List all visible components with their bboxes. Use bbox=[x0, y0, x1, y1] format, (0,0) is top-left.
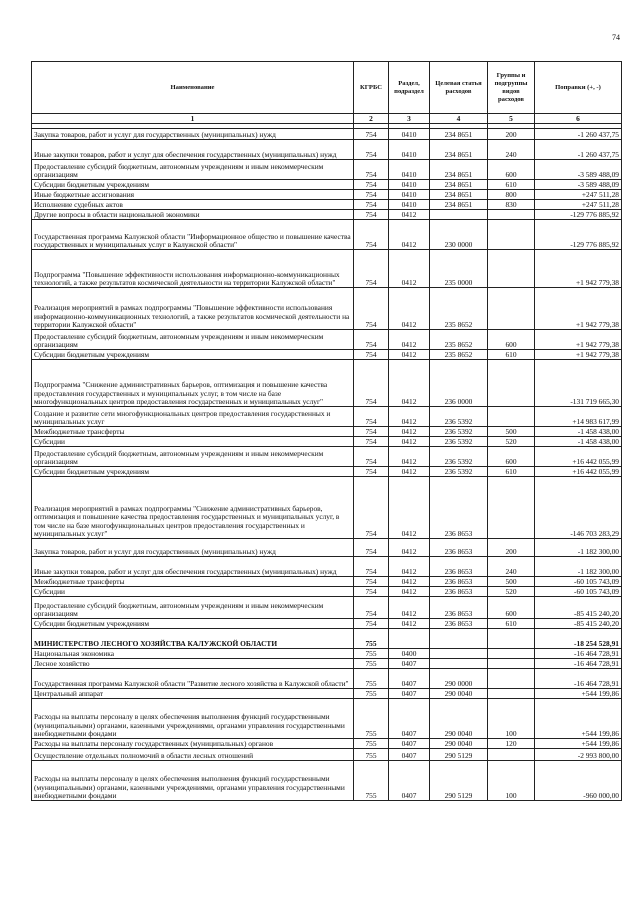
row-kgrbs-cell: 754 bbox=[354, 250, 389, 288]
row-amount-cell: -1 260 437,75 bbox=[535, 129, 622, 140]
row-kgrbs-cell: 754 bbox=[354, 210, 389, 220]
row-section-cell: 0407 bbox=[389, 689, 430, 699]
row-name-cell: Центральный аппарат bbox=[32, 689, 354, 699]
row-target-article-cell bbox=[430, 629, 488, 649]
row-amount-cell: -1 182 300,00 bbox=[535, 557, 622, 577]
row-section-cell: 0412 bbox=[389, 557, 430, 577]
row-expense-type-cell bbox=[488, 689, 535, 699]
row-section-cell: 0412 bbox=[389, 477, 430, 539]
row-amount-cell: -146 703 283,29 bbox=[535, 477, 622, 539]
row-amount-cell: -60 105 743,09 bbox=[535, 577, 622, 587]
row-amount-cell: -2 993 800,00 bbox=[535, 749, 622, 761]
row-kgrbs-cell: 754 bbox=[354, 587, 389, 597]
row-expense-type-cell: 240 bbox=[488, 140, 535, 160]
col-number: 6 bbox=[535, 114, 622, 124]
row-name-cell: Закупка товаров, работ и услуг для государственных (муниципальных) нужд bbox=[32, 539, 354, 557]
row-section-cell: 0412 bbox=[389, 350, 430, 360]
row-section-cell: 0412 bbox=[389, 597, 430, 619]
row-section-cell: 0412 bbox=[389, 210, 430, 220]
row-section-cell: 0407 bbox=[389, 669, 430, 689]
row-section-cell: 0412 bbox=[389, 619, 430, 629]
row-target-article-cell: 236 5392 bbox=[430, 427, 488, 437]
header-kgrbs: КГРБС bbox=[354, 62, 389, 114]
row-expense-type-cell bbox=[488, 288, 535, 330]
table-row bbox=[32, 619, 622, 629]
row-name-cell: Предоставление субсидий бюджетным, автономным учреждениям и иным некоммерческим организациям bbox=[32, 597, 354, 619]
row-section-cell: 0410 bbox=[389, 180, 430, 190]
row-target-article-cell: 236 8653 bbox=[430, 577, 488, 587]
row-amount-cell: +544 199,86 bbox=[535, 689, 622, 699]
row-section-cell: 0412 bbox=[389, 360, 430, 407]
row-target-article-cell: 236 8653 bbox=[430, 539, 488, 557]
row-section-cell: 0412 bbox=[389, 427, 430, 437]
row-name-cell: Расходы на выплаты персоналу в целях обеспечения выполнения функций государственными (муниципальными) органами, казенными учреждениями, органами управления государственными внебюджетными фондами bbox=[32, 761, 354, 801]
row-section-cell: 0412 bbox=[389, 437, 430, 447]
row-section-cell: 0412 bbox=[389, 587, 430, 597]
row-amount-cell: -1 458 438,00 bbox=[535, 437, 622, 447]
row-section-cell: 0410 bbox=[389, 200, 430, 210]
row-kgrbs-cell: 754 bbox=[354, 140, 389, 160]
row-kgrbs-cell: 754 bbox=[354, 288, 389, 330]
row-amount-cell: -960 000,00 bbox=[535, 761, 622, 801]
row-amount-cell: +544 199,86 bbox=[535, 699, 622, 739]
row-section-cell: 0400 bbox=[389, 649, 430, 659]
row-kgrbs-cell: 754 bbox=[354, 477, 389, 539]
table-row bbox=[32, 629, 622, 649]
row-kgrbs-cell: 755 bbox=[354, 629, 389, 649]
row-name-cell: Предоставление субсидий бюджетным, автономным учреждениям и иным некоммерческим организациям bbox=[32, 330, 354, 350]
row-section-cell: 0410 bbox=[389, 160, 430, 180]
row-expense-type-cell: 610 bbox=[488, 180, 535, 190]
table-row bbox=[32, 180, 622, 190]
row-expense-type-cell: 830 bbox=[488, 200, 535, 210]
row-target-article-cell: 234 8651 bbox=[430, 190, 488, 200]
row-expense-type-cell bbox=[488, 220, 535, 250]
table-row bbox=[32, 220, 622, 250]
table-row bbox=[32, 749, 622, 761]
row-amount-cell: +16 442 055,99 bbox=[535, 467, 622, 477]
page-number: 74 bbox=[612, 33, 620, 42]
row-name-cell: Реализация мероприятий в рамках подпрограммы "Повышение эффективности использования информационно-коммуникационных технологий, а также результатов космической деятельности на территории Калужской области" bbox=[32, 288, 354, 330]
row-target-article-cell bbox=[430, 210, 488, 220]
row-kgrbs-cell: 755 bbox=[354, 649, 389, 659]
row-section-cell: 0412 bbox=[389, 220, 430, 250]
row-section-cell: 0412 bbox=[389, 330, 430, 350]
row-kgrbs-cell: 755 bbox=[354, 739, 389, 749]
header-expense-type: Группы и подгруппы видов расходов bbox=[488, 62, 535, 114]
row-expense-type-cell: 120 bbox=[488, 739, 535, 749]
table-header-row bbox=[32, 62, 622, 114]
col-number: 1 bbox=[32, 114, 354, 124]
row-kgrbs-cell: 754 bbox=[354, 200, 389, 210]
row-section-cell: 0412 bbox=[389, 577, 430, 587]
row-target-article-cell: 290 5129 bbox=[430, 749, 488, 761]
row-kgrbs-cell: 754 bbox=[354, 220, 389, 250]
table-row bbox=[32, 250, 622, 288]
row-target-article-cell: 234 8651 bbox=[430, 180, 488, 190]
row-expense-type-cell: 610 bbox=[488, 619, 535, 629]
row-expense-type-cell: 610 bbox=[488, 350, 535, 360]
row-target-article-cell: 234 8651 bbox=[430, 140, 488, 160]
row-target-article-cell: 234 8651 bbox=[430, 200, 488, 210]
row-section-cell: 0412 bbox=[389, 447, 430, 467]
row-expense-type-cell: 600 bbox=[488, 330, 535, 350]
row-target-article-cell: 234 8651 bbox=[430, 160, 488, 180]
row-section-cell: 0412 bbox=[389, 467, 430, 477]
row-target-article-cell: 290 5129 bbox=[430, 761, 488, 801]
row-section-cell: 0410 bbox=[389, 190, 430, 200]
row-amount-cell: +247 511,28 bbox=[535, 200, 622, 210]
row-expense-type-cell bbox=[488, 360, 535, 407]
row-target-article-cell: 236 8653 bbox=[430, 619, 488, 629]
row-amount-cell: +1 942 779,38 bbox=[535, 250, 622, 288]
row-target-article-cell: 236 8653 bbox=[430, 557, 488, 577]
row-expense-type-cell bbox=[488, 649, 535, 659]
table-row bbox=[32, 669, 622, 689]
row-section-cell: 0412 bbox=[389, 539, 430, 557]
table-row bbox=[32, 288, 622, 330]
row-amount-cell: -129 776 885,92 bbox=[535, 220, 622, 250]
row-name-cell: Субсидии бюджетным учреждениям bbox=[32, 180, 354, 190]
row-expense-type-cell: 600 bbox=[488, 160, 535, 180]
row-amount-cell: -18 254 528,91 bbox=[535, 629, 622, 649]
row-expense-type-cell bbox=[488, 407, 535, 427]
row-target-article-cell: 236 5392 bbox=[430, 467, 488, 477]
row-section-cell: 0407 bbox=[389, 761, 430, 801]
row-expense-type-cell bbox=[488, 669, 535, 689]
row-kgrbs-cell: 755 bbox=[354, 699, 389, 739]
row-expense-type-cell: 610 bbox=[488, 467, 535, 477]
row-amount-cell: -129 776 885,92 bbox=[535, 210, 622, 220]
row-kgrbs-cell: 754 bbox=[354, 129, 389, 140]
table-row bbox=[32, 557, 622, 577]
table-row bbox=[32, 330, 622, 350]
row-expense-type-cell: 100 bbox=[488, 761, 535, 801]
row-amount-cell: -85 415 240,20 bbox=[535, 619, 622, 629]
row-section-cell: 0407 bbox=[389, 739, 430, 749]
row-kgrbs-cell: 754 bbox=[354, 447, 389, 467]
row-kgrbs-cell: 755 bbox=[354, 659, 389, 669]
row-kgrbs-cell: 755 bbox=[354, 749, 389, 761]
row-target-article-cell: 236 0000 bbox=[430, 360, 488, 407]
table-row bbox=[32, 437, 622, 447]
row-section-cell: 0410 bbox=[389, 129, 430, 140]
row-name-cell: Закупка товаров, работ и услуг для государственных (муниципальных) нужд bbox=[32, 129, 354, 140]
row-target-article-cell: 290 0040 bbox=[430, 739, 488, 749]
row-amount-cell: -3 589 488,09 bbox=[535, 160, 622, 180]
row-target-article-cell: 236 8653 bbox=[430, 587, 488, 597]
row-section-cell: 0412 bbox=[389, 288, 430, 330]
row-name-cell: Межбюджетные трансферты bbox=[32, 427, 354, 437]
row-name-cell: Субсидии бюджетным учреждениям bbox=[32, 619, 354, 629]
row-target-article-cell: 290 0040 bbox=[430, 689, 488, 699]
row-amount-cell: -85 415 240,20 bbox=[535, 597, 622, 619]
row-amount-cell: +1 942 779,38 bbox=[535, 330, 622, 350]
table-row bbox=[32, 427, 622, 437]
row-expense-type-cell bbox=[488, 210, 535, 220]
row-target-article-cell: 236 5392 bbox=[430, 447, 488, 467]
row-expense-type-cell: 600 bbox=[488, 597, 535, 619]
row-kgrbs-cell: 754 bbox=[354, 557, 389, 577]
row-amount-cell: -1 260 437,75 bbox=[535, 140, 622, 160]
table-row bbox=[32, 597, 622, 619]
row-section-cell: 0412 bbox=[389, 250, 430, 288]
table-body bbox=[32, 129, 622, 801]
row-kgrbs-cell: 754 bbox=[354, 407, 389, 427]
row-target-article-cell: 235 8652 bbox=[430, 288, 488, 330]
row-kgrbs-cell: 754 bbox=[354, 160, 389, 180]
row-expense-type-cell: 500 bbox=[488, 577, 535, 587]
row-section-cell: 0412 bbox=[389, 407, 430, 427]
row-kgrbs-cell: 754 bbox=[354, 437, 389, 447]
row-kgrbs-cell: 754 bbox=[354, 427, 389, 437]
row-target-article-cell: 236 5392 bbox=[430, 407, 488, 427]
table-row bbox=[32, 407, 622, 427]
row-expense-type-cell: 240 bbox=[488, 557, 535, 577]
table-row bbox=[32, 587, 622, 597]
row-name-cell: Лесное хозяйство bbox=[32, 659, 354, 669]
row-name-cell: Подпрограмма "Повышение эффективности использования информационно-коммуникационных технологий, а также результатов космической деятельности на территории Калужской области" bbox=[32, 250, 354, 288]
row-amount-cell: -131 719 665,30 bbox=[535, 360, 622, 407]
row-name-cell: Межбюджетные трансферты bbox=[32, 577, 354, 587]
row-expense-type-cell: 200 bbox=[488, 539, 535, 557]
row-expense-type-cell bbox=[488, 749, 535, 761]
row-section-cell: 0407 bbox=[389, 749, 430, 761]
table-row bbox=[32, 210, 622, 220]
row-kgrbs-cell: 754 bbox=[354, 360, 389, 407]
col-number: 5 bbox=[488, 114, 535, 124]
row-target-article-cell bbox=[430, 659, 488, 669]
table-row bbox=[32, 577, 622, 587]
table-row bbox=[32, 649, 622, 659]
row-target-article-cell: 230 0000 bbox=[430, 220, 488, 250]
row-amount-cell: -3 589 488,09 bbox=[535, 180, 622, 190]
row-name-cell: Расходы на выплаты персоналу в целях обеспечения выполнения функций государственными (муниципальными) органами, казенными учреждениями, органами управления государственными внебюджетными фондами bbox=[32, 699, 354, 739]
row-amount-cell: -1 182 300,00 bbox=[535, 539, 622, 557]
row-name-cell: Подпрограмма "Снижение административных барьеров, оптимизация и повышение качества предоставления государственных и муниципальных услуг, в том числе на базе многофункциональных центров предоставления государственных и муниципальных услуг" bbox=[32, 360, 354, 407]
row-amount-cell: -1 458 438,00 bbox=[535, 427, 622, 437]
row-kgrbs-cell: 754 bbox=[354, 619, 389, 629]
row-expense-type-cell bbox=[488, 250, 535, 288]
row-target-article-cell: 236 5392 bbox=[430, 437, 488, 447]
row-name-cell: Национальная экономика bbox=[32, 649, 354, 659]
row-name-cell: Иные закупки товаров, работ и услуг для обеспечения государственных (муниципальных) нужд bbox=[32, 557, 354, 577]
row-amount-cell: -16 464 728,91 bbox=[535, 649, 622, 659]
table-row bbox=[32, 477, 622, 539]
row-kgrbs-cell: 754 bbox=[354, 597, 389, 619]
row-name-cell: Иные бюджетные ассигнования bbox=[32, 190, 354, 200]
row-target-article-cell: 236 8653 bbox=[430, 597, 488, 619]
row-target-article-cell: 236 8653 bbox=[430, 477, 488, 539]
row-name-cell: Иные закупки товаров, работ и услуг для обеспечения государственных (муниципальных) нужд bbox=[32, 140, 354, 160]
row-name-cell: Субсидии bbox=[32, 587, 354, 597]
table-row bbox=[32, 360, 622, 407]
header-target-article: Целевая статья расходов bbox=[430, 62, 488, 114]
row-amount-cell: +247 511,28 bbox=[535, 190, 622, 200]
row-section-cell: 0407 bbox=[389, 699, 430, 739]
row-kgrbs-cell: 754 bbox=[354, 350, 389, 360]
row-amount-cell: +16 442 055,99 bbox=[535, 447, 622, 467]
row-expense-type-cell: 800 bbox=[488, 190, 535, 200]
row-target-article-cell: 235 8652 bbox=[430, 330, 488, 350]
row-target-article-cell: 290 0000 bbox=[430, 669, 488, 689]
row-expense-type-cell bbox=[488, 629, 535, 649]
row-name-cell: Субсидии бюджетным учреждениям bbox=[32, 467, 354, 477]
row-section-cell: 0410 bbox=[389, 140, 430, 160]
row-name-cell: Осуществление отдельных полномочий в области лесных отношений bbox=[32, 749, 354, 761]
table-row bbox=[32, 447, 622, 467]
row-amount-cell: -16 464 728,91 bbox=[535, 669, 622, 689]
row-expense-type-cell: 600 bbox=[488, 447, 535, 467]
row-kgrbs-cell: 755 bbox=[354, 761, 389, 801]
col-number: 2 bbox=[354, 114, 389, 124]
row-amount-cell: +14 983 617,99 bbox=[535, 407, 622, 427]
col-number: 3 bbox=[389, 114, 430, 124]
row-kgrbs-cell: 754 bbox=[354, 180, 389, 190]
row-name-cell: Реализация мероприятий в рамках подпрограммы "Снижение административных барьеров, оптимизация и повышение качества предоставления государственных и муниципальных услуг, в том числе на базе многофункциональных центров предоставления государственных и муниципальных услуг" bbox=[32, 477, 354, 539]
row-kgrbs-cell: 754 bbox=[354, 467, 389, 477]
col-number: 4 bbox=[430, 114, 488, 124]
header-amendments: Поправки (+, -) bbox=[535, 62, 622, 114]
row-name-cell: Другие вопросы в области национальной экономики bbox=[32, 210, 354, 220]
row-section-cell bbox=[389, 629, 430, 649]
row-name-cell: МИНИСТЕРСТВО ЛЕСНОГО ХОЗЯЙСТВА КАЛУЖСКОЙ ОБЛАСТИ bbox=[32, 629, 354, 649]
row-name-cell: Государственная программа Калужской области "Развитие лесного хозяйства в Калужской области" bbox=[32, 669, 354, 689]
table-row bbox=[32, 659, 622, 669]
table-row bbox=[32, 160, 622, 180]
row-name-cell: Исполнение судебных актов bbox=[32, 200, 354, 210]
row-name-cell: Предоставление субсидий бюджетным, автономным учреждениям и иным некоммерческим организациям bbox=[32, 160, 354, 180]
row-target-article-cell: 235 8652 bbox=[430, 350, 488, 360]
table-row bbox=[32, 761, 622, 801]
table-row bbox=[32, 140, 622, 160]
row-expense-type-cell: 500 bbox=[488, 427, 535, 437]
row-expense-type-cell bbox=[488, 477, 535, 539]
row-name-cell: Предоставление субсидий бюджетным, автономным учреждениям и иным некоммерческим организациям bbox=[32, 447, 354, 467]
row-amount-cell: +1 942 779,38 bbox=[535, 288, 622, 330]
row-expense-type-cell bbox=[488, 659, 535, 669]
row-name-cell: Государственная программа Калужской области "Информационное общество и повышение качества государственных и муниципальных услуг в Калужской области" bbox=[32, 220, 354, 250]
row-target-article-cell bbox=[430, 649, 488, 659]
row-amount-cell: +544 199,86 bbox=[535, 739, 622, 749]
table-row bbox=[32, 467, 622, 477]
row-kgrbs-cell: 754 bbox=[354, 577, 389, 587]
table-row bbox=[32, 200, 622, 210]
row-kgrbs-cell: 755 bbox=[354, 689, 389, 699]
row-expense-type-cell: 100 bbox=[488, 699, 535, 739]
row-amount-cell: -60 105 743,09 bbox=[535, 587, 622, 597]
row-target-article-cell: 235 0000 bbox=[430, 250, 488, 288]
budget-amendments-table bbox=[31, 61, 622, 801]
row-name-cell: Субсидии bbox=[32, 437, 354, 447]
row-name-cell: Создание и развитие сети многофункциональных центров предоставления государственных и муниципальных услуг bbox=[32, 407, 354, 427]
row-name-cell: Субсидии бюджетным учреждениям bbox=[32, 350, 354, 360]
row-kgrbs-cell: 755 bbox=[354, 669, 389, 689]
row-target-article-cell: 290 0040 bbox=[430, 699, 488, 739]
row-kgrbs-cell: 754 bbox=[354, 330, 389, 350]
row-expense-type-cell: 200 bbox=[488, 129, 535, 140]
column-number-row bbox=[32, 114, 622, 124]
table-row bbox=[32, 699, 622, 739]
header-section: Раздел, подраздел bbox=[389, 62, 430, 114]
row-amount-cell: -16 464 728,91 bbox=[535, 659, 622, 669]
table-row bbox=[32, 689, 622, 699]
table-row bbox=[32, 129, 622, 140]
row-expense-type-cell: 520 bbox=[488, 437, 535, 447]
row-name-cell: Расходы на выплаты персоналу государственных (муниципальных) органов bbox=[32, 739, 354, 749]
row-section-cell: 0407 bbox=[389, 659, 430, 669]
table-row bbox=[32, 739, 622, 749]
row-target-article-cell: 234 8651 bbox=[430, 129, 488, 140]
table-row bbox=[32, 539, 622, 557]
row-kgrbs-cell: 754 bbox=[354, 190, 389, 200]
table-row bbox=[32, 350, 622, 360]
row-kgrbs-cell: 754 bbox=[354, 539, 389, 557]
header-name: Наименование bbox=[32, 62, 354, 114]
table-row bbox=[32, 190, 622, 200]
row-expense-type-cell: 520 bbox=[488, 587, 535, 597]
row-amount-cell: +1 942 779,38 bbox=[535, 350, 622, 360]
